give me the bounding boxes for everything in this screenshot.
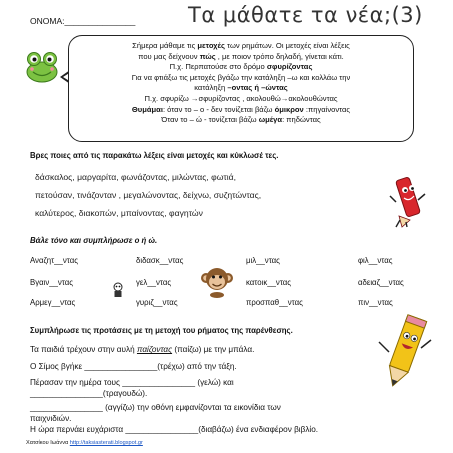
bubble-line: Π.χ. Περπατούσε στο δρόμο σφυρίζοντας [169, 62, 313, 72]
bubble-line: που μας δείχνουν πώς , με ποιον τρόπο δηλαδή, γίνεται κάτι. [138, 51, 344, 61]
bubble-line: κατάληξη –οντας ή –ώντας [194, 83, 288, 93]
word-list-line: πετούσαν, τινάζονταν , μεγαλώνοντας, δείχνω, συζητώντας, [35, 190, 262, 200]
monkey-icon [200, 264, 234, 298]
exercise-item: γελ__ντας [136, 278, 172, 287]
section2-heading: Βάλε τόνο και συμπλήρωσε ο ή ώ. [30, 236, 158, 245]
explanation-bubble [68, 35, 414, 142]
frog-icon [22, 50, 62, 84]
bubble-line: Π.χ. σφυρίζω →σφυρίζοντας , ακολουθώ→ακολουθώντας [144, 93, 338, 103]
exercise-item: αδειαζ__ντας [358, 278, 404, 287]
exercise-item: φιλ__ντας [358, 256, 393, 265]
example-answer: παίζοντας [136, 345, 173, 354]
sentence-line: Πέρασαν την ημέρα τους ________________ (γελώ) και [30, 378, 234, 387]
blog-link[interactable]: http://taksiasterati.blogspot.gr [69, 440, 143, 446]
sentence-line: Η ώρα περνάει ευχάριστα ________________(διαβάζω) ένα ενδιαφέρον βιβλίο. [30, 425, 319, 434]
word-list-line: καλύτερος, διακοπών, μπαίνοντας, φαγητών [35, 208, 203, 218]
sentence-line: παιχνιδιών. [30, 414, 72, 423]
exercise-item: διδασκ__ντας [136, 256, 184, 265]
sentence-line: Ο Σίμος βγήκε ________________(τρέχω) από την τάξη. [30, 362, 237, 371]
bubble-line: Θυμάμαι: όταν το – ο - δεν τονίζεται βάζω όμικρον :πηγαίνοντας [131, 104, 351, 114]
cartoon-figure-icon [110, 282, 126, 298]
section1-heading: Βρες ποιες από τις παρακάτω λέξεις είναι μετοχές και κύκλωσέ τες. [30, 151, 279, 160]
sentence-line: ________________(τραγουδώ). [30, 389, 148, 398]
page-title: Τα μάθατε τα νέα;(3) [188, 3, 423, 27]
exercise-item: μιλ__ντας [246, 256, 280, 265]
exercise-item: Βγαιν__ντας [30, 278, 74, 287]
crayon-character-icon [388, 172, 428, 228]
sentence-line: Τα παιδιά τρέχουν στην αυλή παίζοντας (παίζω) με την μπάλα. [30, 345, 255, 354]
name-field-label: ΟΝΟΜΑ:_______________ [30, 16, 136, 26]
exercise-item: γυριζ__ντας [136, 298, 178, 307]
credit-line: Χατσίκου Ιωάννα http://taksiasterati.blogspot.gr [26, 440, 143, 446]
bubble-line: Σήμερα μάθαμε τις μετοχές των ρημάτων. Οι μετοχές είναι λέξεις [132, 41, 350, 50]
bubble-line: Όταν το – ώ - τονίζεται βάζω ωμέγα: πηδώντας [161, 115, 321, 125]
exercise-item: πιν__ντας [358, 298, 393, 307]
pencil-character-icon [375, 312, 435, 392]
exercise-item: Αναζητ__ντας [30, 256, 78, 265]
sentence-line: ________________ (αγγίζω) την οθόνη εμφανίζονται τα εικονίδια των [30, 403, 281, 412]
exercise-item: Αρμεγ__ντας [30, 298, 76, 307]
word-list-line: δάσκαλος, μαργαρίτα, φωνάζοντας, μιλώντας, φωτιά, [35, 172, 236, 182]
exercise-item: προσπαθ__ντας [246, 298, 303, 307]
exercise-item: κατοικ__ντας [246, 278, 292, 287]
bubble-line: Για να φτιάξω τις μετοχές βγάζω την κατάληξη –ω και κολλάω την [131, 72, 351, 82]
section3-heading: Συμπλήρωσε τις προτάσεις με τη μετοχή του ρήματος της παρένθεσης. [30, 326, 293, 335]
